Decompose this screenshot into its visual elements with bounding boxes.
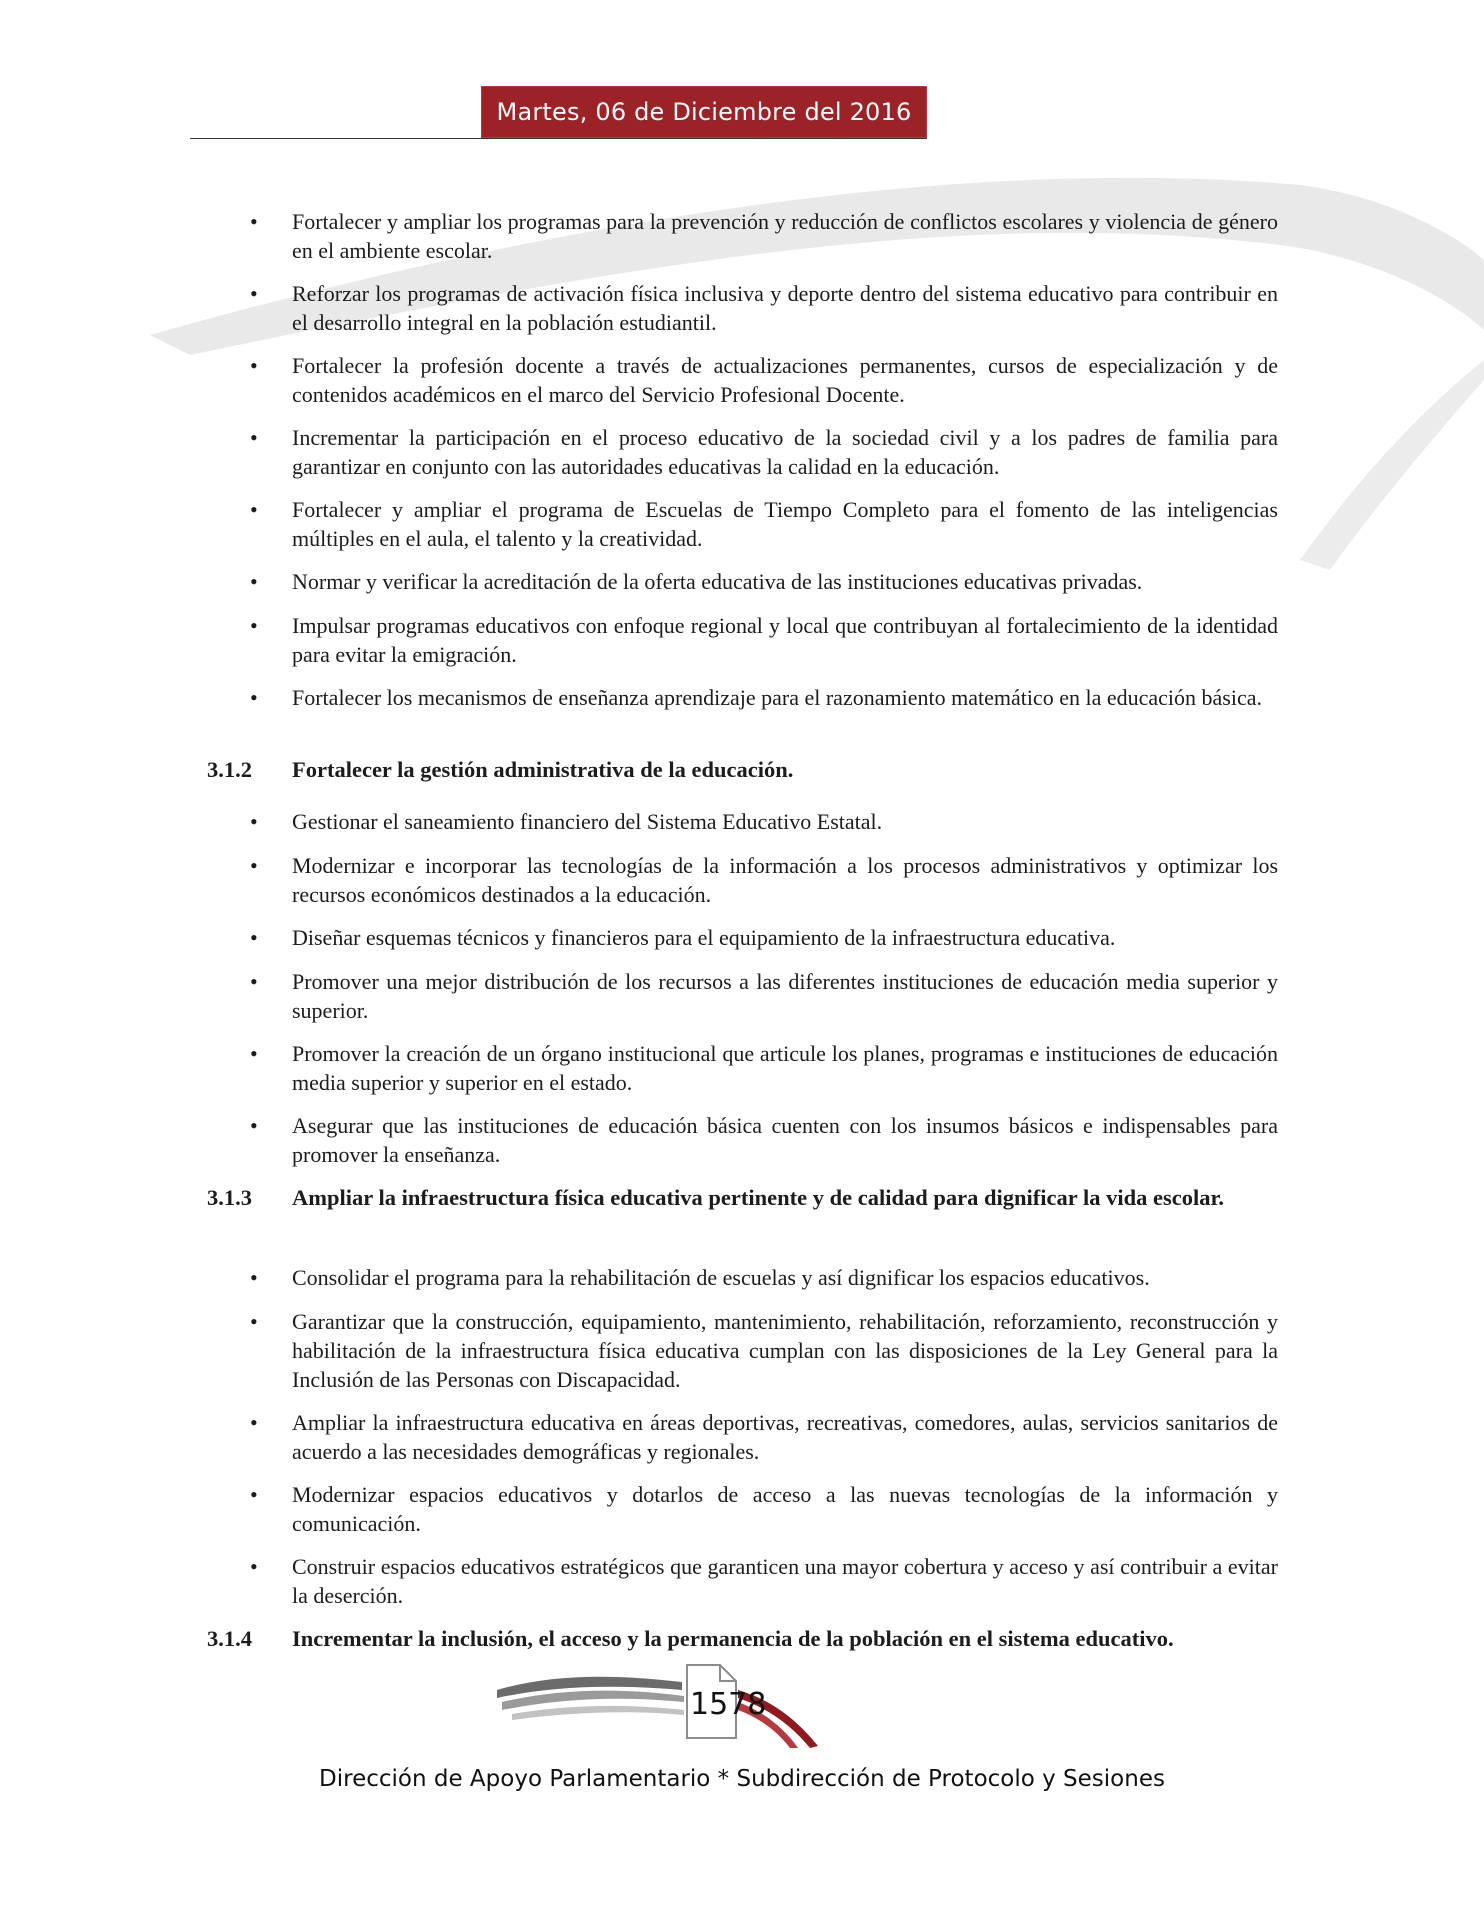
bullet-icon: • — [250, 1554, 258, 1579]
list-item: Construir espacios educativos estratégicos que garanticen una mayor cobertura y acceso y así contribuir a evitar la deserción. — [292, 1554, 1278, 1608]
bullet-icon: • — [250, 685, 258, 710]
header-date-banner — [481, 86, 927, 138]
bullet-icon: • — [250, 569, 258, 594]
bullet-icon: • — [250, 425, 258, 450]
list-item: Modernizar espacios educativos y dotarlos de acceso a las nuevas tecnologías de la información y comunicación. — [292, 1482, 1278, 1536]
list-item: Asegurar que las instituciones de educación básica cuenten con los insumos básicos e indispensables para promover la enseñanza. — [292, 1113, 1278, 1167]
footer-page-swoosh-logo — [492, 1660, 827, 1750]
bullet-icon: • — [250, 809, 258, 834]
header-rule — [190, 138, 927, 139]
list-item: Fortalecer y ampliar el programa de Escuelas de Tiempo Completo para el fomento de las inteligencias múltiples en el aula, el talento y la creatividad. — [292, 497, 1278, 551]
section-title: Ampliar la infraestructura física educativa pertinente y de calidad para dignificar la vida escolar. — [292, 1185, 1225, 1210]
footer-text: Dirección de Apoyo Parlamentario * Subdirección de Protocolo y Sesiones — [319, 1766, 1165, 1792]
section-title: Fortalecer la gestión administrativa de la educación. — [292, 757, 794, 782]
list-item: Gestionar el saneamiento financiero del Sistema Educativo Estatal. — [292, 809, 883, 834]
list-item: Ampliar la infraestructura educativa en áreas deportivas, recreativas, comedores, aulas, servicios sanitarios de acuerdo a las necesidades demográficas y regionales. — [292, 1410, 1278, 1464]
section-number: 3.1.2 — [207, 757, 252, 782]
bullet-icon: • — [250, 497, 258, 522]
list-item: Fortalecer la profesión docente a través de actualizaciones permanentes, cursos de especialización y de contenidos académicos en el marco del Servicio Profesional Docente. — [292, 353, 1278, 407]
bullet-icon: • — [250, 925, 258, 950]
bullet-icon: • — [250, 613, 258, 638]
bullet-icon: • — [250, 969, 258, 994]
section-number: 3.1.3 — [207, 1185, 252, 1210]
section-number: 3.1.4 — [207, 1626, 252, 1651]
section-heading-3-1-3 — [207, 1183, 1287, 1212]
bullet-icon: • — [250, 853, 258, 878]
list-item: Promover la creación de un órgano institucional que articule los planes, programas e instituciones de educación media superior y superior en el estado. — [292, 1041, 1278, 1095]
list-item: Promover una mejor distribución de los recursos a las diferentes instituciones de educación media superior y superior. — [292, 969, 1278, 1023]
list-item: Fortalecer y ampliar los programas para la prevención y reducción de conflictos escolares y violencia de género en el ambiente escolar. — [292, 209, 1278, 263]
bullet-icon: • — [250, 1309, 258, 1334]
section-heading-3-1-4 — [207, 1624, 1287, 1653]
list-item: Garantizar que la construcción, equipamiento, mantenimiento, rehabilitación, reforzamiento, reconstrucción y habilitación de la infraestructura física educativa cumplan con las disposiciones de la Ley General para la Inclusión de las Personas con Discapacidad. — [292, 1309, 1278, 1392]
bullet-icon: • — [250, 1113, 258, 1138]
bullet-icon: • — [250, 1041, 258, 1066]
section-heading-3-1-2 — [207, 755, 1287, 784]
bullet-icon: • — [250, 281, 258, 306]
list-item: Reforzar los programas de activación física inclusiva y deporte dentro del sistema educativo para contribuir en el desarrollo integral en la población estudiantil. — [292, 281, 1278, 335]
list-item: Fortalecer los mecanismos de enseñanza aprendizaje para el razonamiento matemático en la educación básica. — [292, 685, 1262, 710]
bullet-icon: • — [250, 1265, 258, 1290]
section-title: Incrementar la inclusión, el acceso y la permanencia de la población en el sistema educativo. — [292, 1626, 1174, 1651]
header-date: Martes, 06 de Diciembre del 2016 — [496, 98, 912, 126]
list-item: Consolidar el programa para la rehabilitación de escuelas y así dignificar los espacios educativos. — [292, 1265, 1150, 1290]
list-item: Diseñar esquemas técnicos y financieros para el equipamiento de la infraestructura educativa. — [292, 925, 1116, 950]
list-item: Impulsar programas educativos con enfoque regional y local que contribuyan al fortalecimiento de la identidad para evitar la emigración. — [292, 613, 1278, 667]
list-item: Modernizar e incorporar las tecnologías de la información a los procesos administrativos y optimizar los recursos económicos destinados a la educación. — [292, 853, 1278, 907]
list-item: Normar y verificar la acreditación de la oferta educativa de las instituciones educativas privadas. — [292, 569, 1143, 594]
list-item: Incrementar la participación en el proceso educativo de la sociedad civil y a los padres de familia para garantizar en conjunto con las autoridades educativas la calidad en la educación. — [292, 425, 1278, 479]
bullet-icon: • — [250, 209, 258, 234]
bullet-icon: • — [250, 353, 258, 378]
bullet-icon: • — [250, 1482, 258, 1507]
bullet-icon: • — [250, 1410, 258, 1435]
page-number: 1578 — [690, 1687, 767, 1722]
